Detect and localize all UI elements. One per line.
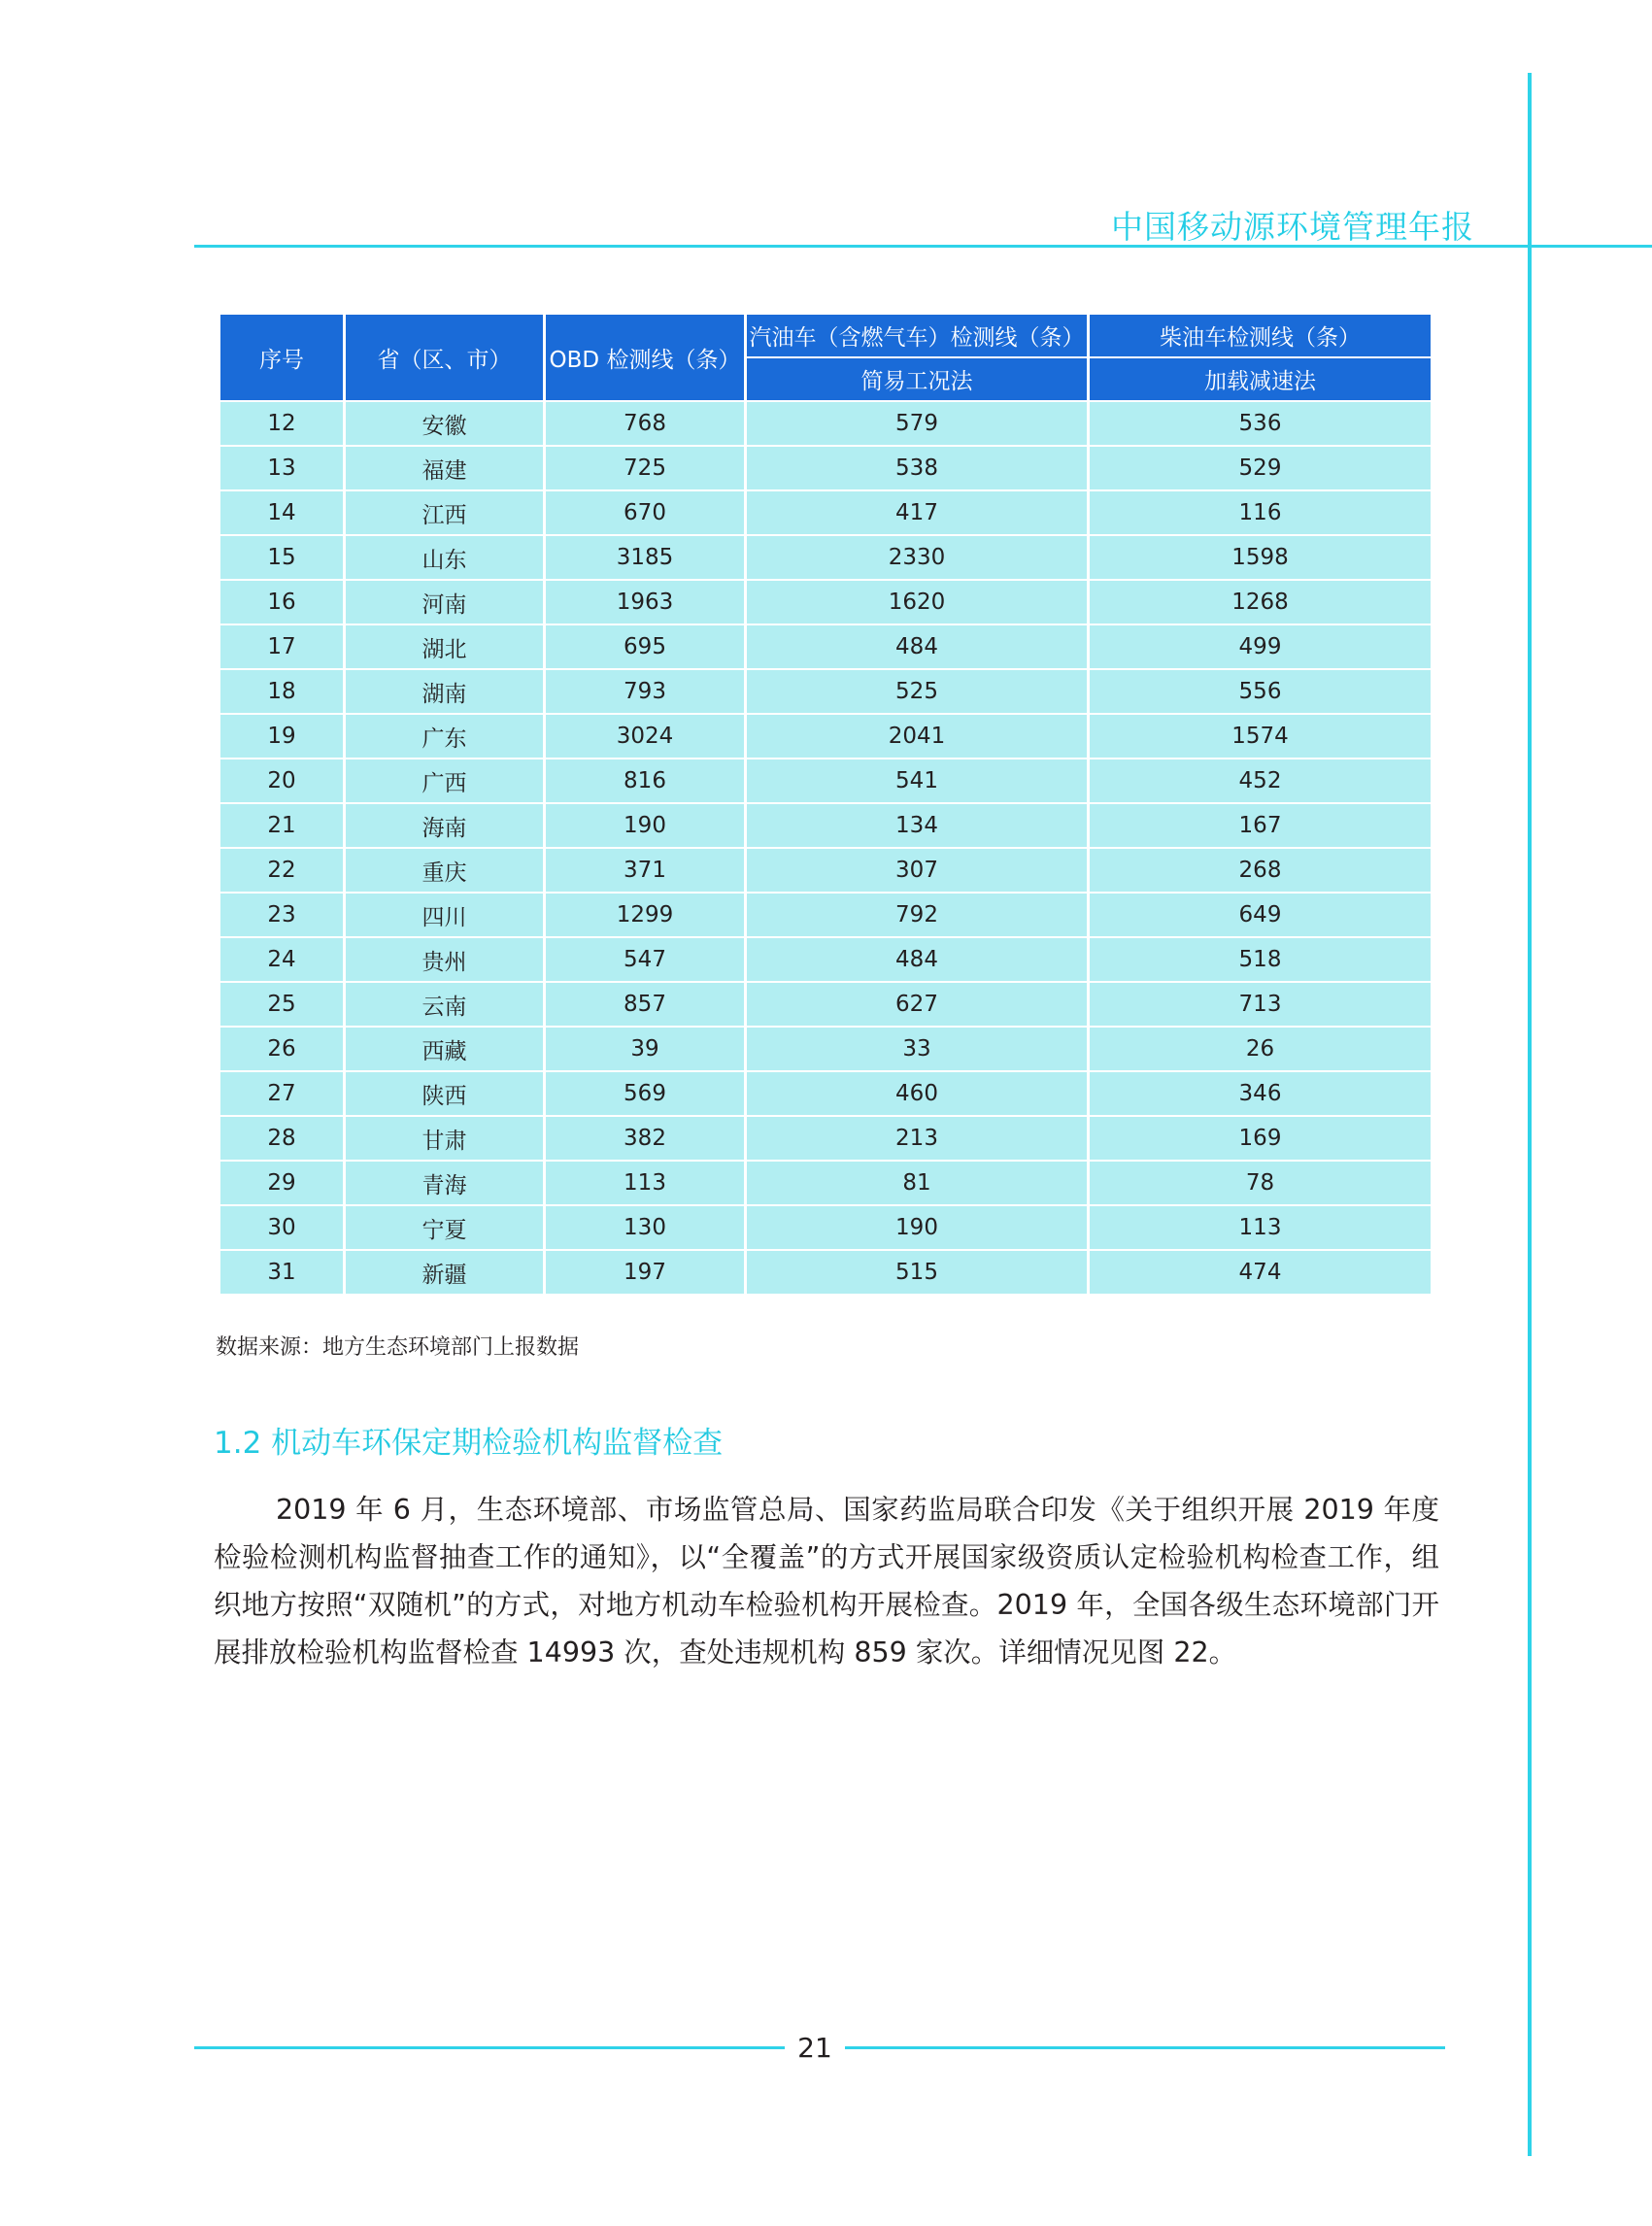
table-row: [220, 447, 1431, 489]
cell-obd: 547: [546, 938, 744, 981]
cell-gasoline: 33: [747, 1028, 1087, 1070]
cell-no: 22: [220, 849, 343, 892]
header-province: 省（区、市）: [346, 315, 543, 400]
cell-obd: 768: [546, 402, 744, 445]
cell-diesel: 518: [1090, 938, 1431, 981]
cell-diesel: 529: [1090, 447, 1431, 489]
cell-province: 四川: [346, 894, 543, 936]
cell-no: 13: [220, 447, 343, 489]
cell-diesel: 499: [1090, 625, 1431, 668]
inspection-lines-table: [218, 313, 1433, 1296]
cell-no: 16: [220, 581, 343, 624]
cell-no: 26: [220, 1028, 343, 1070]
cell-diesel: 346: [1090, 1072, 1431, 1115]
cell-no: 29: [220, 1162, 343, 1204]
cell-gasoline: 525: [747, 670, 1087, 713]
table-row: [220, 983, 1431, 1026]
table-row: [220, 759, 1431, 802]
cell-gasoline: 417: [747, 491, 1087, 534]
cell-province: 甘肃: [346, 1117, 543, 1160]
cell-obd: 725: [546, 447, 744, 489]
cell-province: 重庆: [346, 849, 543, 892]
table-row: [220, 581, 1431, 624]
cell-obd: 382: [546, 1117, 744, 1160]
cell-diesel: 169: [1090, 1117, 1431, 1160]
cell-gasoline: 627: [747, 983, 1087, 1026]
cell-obd: 3185: [546, 536, 744, 579]
cell-province: 湖北: [346, 625, 543, 668]
table-row: [220, 849, 1431, 892]
cell-diesel: 713: [1090, 983, 1431, 1026]
cell-gasoline: 579: [747, 402, 1087, 445]
cell-no: 25: [220, 983, 343, 1026]
cell-province: 西藏: [346, 1028, 543, 1070]
cell-diesel: 452: [1090, 759, 1431, 802]
cell-obd: 695: [546, 625, 744, 668]
table-row: [220, 1072, 1431, 1115]
header-gasoline: 汽油车（含燃气车）检测线（条）: [747, 315, 1087, 356]
cell-obd: 816: [546, 759, 744, 802]
cell-province: 河南: [346, 581, 543, 624]
cell-obd: 670: [546, 491, 744, 534]
cell-obd: 3024: [546, 715, 744, 758]
cell-diesel: 649: [1090, 894, 1431, 936]
cell-no: 17: [220, 625, 343, 668]
cell-diesel: 1268: [1090, 581, 1431, 624]
cell-obd: 371: [546, 849, 744, 892]
cell-obd: 113: [546, 1162, 744, 1204]
cell-gasoline: 484: [747, 938, 1087, 981]
cell-diesel: 26: [1090, 1028, 1431, 1070]
section-heading: 1.2 机动车环保定期检验机构监督检查: [214, 1426, 724, 1461]
cell-gasoline: 484: [747, 625, 1087, 668]
cell-province: 安徽: [346, 402, 543, 445]
footer-rule-left: [194, 2046, 785, 2049]
cell-diesel: 474: [1090, 1251, 1431, 1294]
cell-diesel: 167: [1090, 804, 1431, 847]
cell-province: 江西: [346, 491, 543, 534]
cell-diesel: 536: [1090, 402, 1431, 445]
cell-province: 贵州: [346, 938, 543, 981]
table-row: [220, 625, 1431, 668]
cell-gasoline: 2041: [747, 715, 1087, 758]
table-row: [220, 402, 1431, 445]
cell-no: 14: [220, 491, 343, 534]
running-header-title: 中国移动源环境管理年报: [1111, 208, 1474, 246]
cell-diesel: 78: [1090, 1162, 1431, 1204]
cell-no: 28: [220, 1117, 343, 1160]
cell-no: 24: [220, 938, 343, 981]
cell-diesel: 113: [1090, 1206, 1431, 1249]
cell-gasoline: 190: [747, 1206, 1087, 1249]
header-diesel-method: 加载减速法: [1090, 358, 1431, 400]
table-row: [220, 670, 1431, 713]
table-row: [220, 894, 1431, 936]
table-row: [220, 1028, 1431, 1070]
cell-no: 18: [220, 670, 343, 713]
cell-province: 湖南: [346, 670, 543, 713]
page-number: 21: [797, 2032, 832, 2064]
table-row: [220, 1162, 1431, 1204]
cell-obd: 569: [546, 1072, 744, 1115]
cell-no: 20: [220, 759, 343, 802]
cell-gasoline: 515: [747, 1251, 1087, 1294]
header-diesel: 柴油车检测线（条）: [1090, 315, 1431, 356]
table-row: [220, 1206, 1431, 1249]
cell-obd: 39: [546, 1028, 744, 1070]
table-row: [220, 715, 1431, 758]
cell-gasoline: 1620: [747, 581, 1087, 624]
header-gasoline-method: 简易工况法: [747, 358, 1087, 400]
cell-no: 21: [220, 804, 343, 847]
cell-obd: 793: [546, 670, 744, 713]
cell-obd: 1299: [546, 894, 744, 936]
cell-province: 山东: [346, 536, 543, 579]
cell-no: 12: [220, 402, 343, 445]
cell-no: 31: [220, 1251, 343, 1294]
cell-gasoline: 307: [747, 849, 1087, 892]
cell-diesel: 268: [1090, 849, 1431, 892]
cell-diesel: 1574: [1090, 715, 1431, 758]
cell-obd: 857: [546, 983, 744, 1026]
table-row: [220, 938, 1431, 981]
cell-province: 广西: [346, 759, 543, 802]
cell-obd: 1963: [546, 581, 744, 624]
cell-no: 19: [220, 715, 343, 758]
cell-gasoline: 81: [747, 1162, 1087, 1204]
table-source-note: 数据来源：地方生态环境部门上报数据: [216, 1335, 580, 1360]
cell-no: 15: [220, 536, 343, 579]
cell-gasoline: 134: [747, 804, 1087, 847]
table-row: [220, 1117, 1431, 1160]
cell-diesel: 1598: [1090, 536, 1431, 579]
cell-province: 陕西: [346, 1072, 543, 1115]
cell-province: 广东: [346, 715, 543, 758]
table-row: [220, 1251, 1431, 1294]
table-row: [220, 804, 1431, 847]
cell-gasoline: 541: [747, 759, 1087, 802]
cell-province: 云南: [346, 983, 543, 1026]
cell-diesel: 556: [1090, 670, 1431, 713]
cell-gasoline: 2330: [747, 536, 1087, 579]
cell-no: 23: [220, 894, 343, 936]
cell-obd: 130: [546, 1206, 744, 1249]
cell-province: 新疆: [346, 1251, 543, 1294]
cell-province: 青海: [346, 1162, 543, 1204]
cell-no: 27: [220, 1072, 343, 1115]
header-no: 序号: [220, 315, 343, 400]
cell-province: 宁夏: [346, 1206, 543, 1249]
cell-province: 海南: [346, 804, 543, 847]
cell-no: 30: [220, 1206, 343, 1249]
cell-gasoline: 792: [747, 894, 1087, 936]
cell-gasoline: 213: [747, 1117, 1087, 1160]
table-row: [220, 536, 1431, 579]
cell-diesel: 116: [1090, 491, 1431, 534]
header-obd: OBD 检测线（条）: [546, 315, 744, 400]
cell-gasoline: 538: [747, 447, 1087, 489]
cell-obd: 190: [546, 804, 744, 847]
table-row: [220, 491, 1431, 534]
cell-province: 福建: [346, 447, 543, 489]
cell-gasoline: 460: [747, 1072, 1087, 1115]
page-edge-rule: [1528, 73, 1532, 2156]
cell-obd: 197: [546, 1251, 744, 1294]
footer-rule-right: [845, 2046, 1445, 2049]
body-paragraph: 2019 年 6 月，生态环境部、市场监管总局、国家药监局联合印发《关于组织开展 2019 年度检验检测机构监督抽查工作的通知》，以“全覆盖”的方式开展国家级资质认定检验机构检查工作，组织地方按照“双随机”的方式，对地方机动车检验机构开展检查。2019 年，全国各级生态环境部门开展排放检验机构监督检查 14993 次，查处违规机构 859 家次。详细情况见图 22。: [214, 1494, 1439, 1669]
